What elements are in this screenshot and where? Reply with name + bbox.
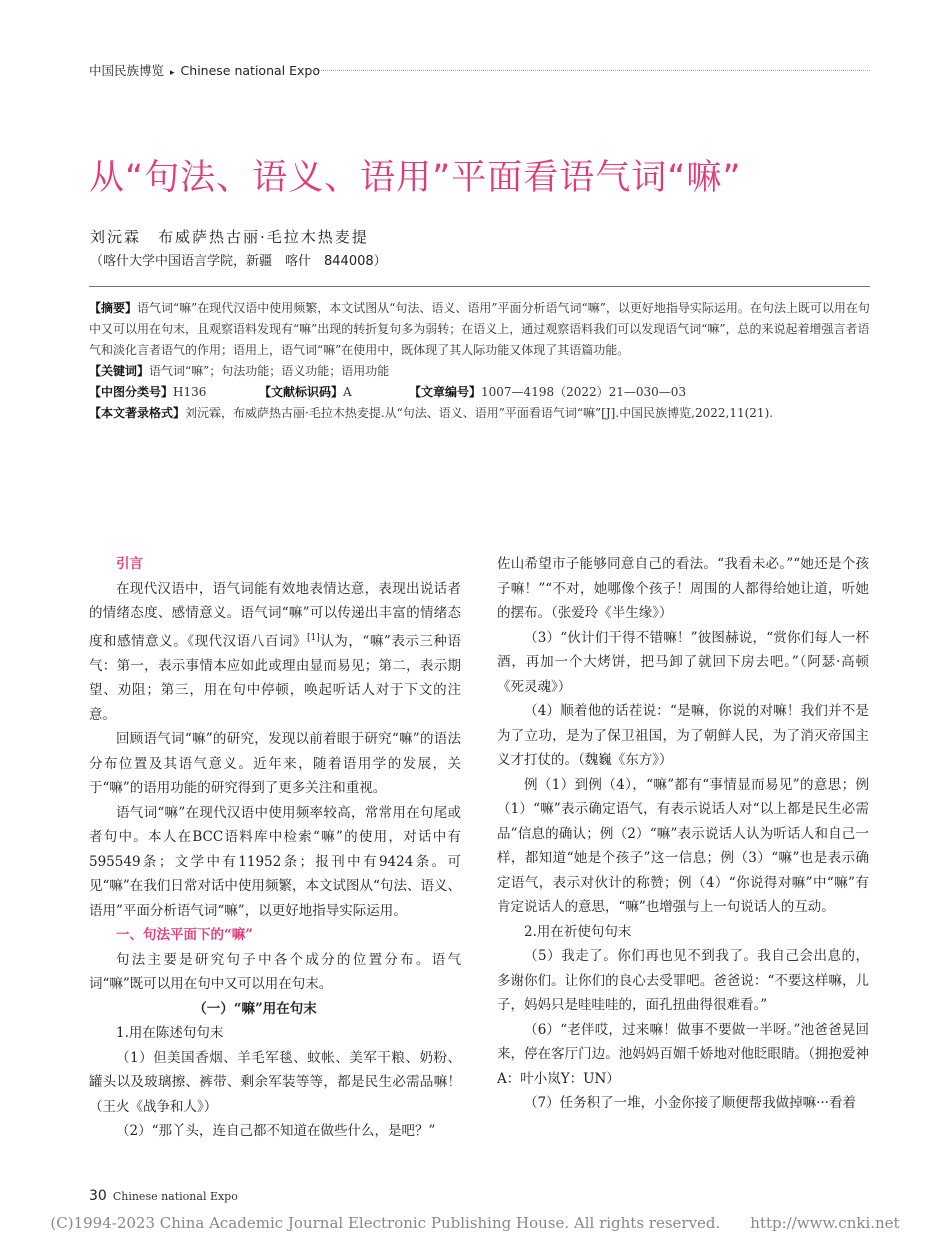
copyright-watermark: (C)1994-2023 China Academic Journal Electronic Publishing House. All rights reserved. http://www.cnki.net — [50, 1214, 900, 1232]
article-number-value: 1007—4198（2022）21—030—03 — [481, 385, 687, 399]
page-footer — [89, 1188, 238, 1204]
running-header — [89, 61, 320, 79]
example-sentence: （7）任务积了一堆，小金你接了顺便帮我做掉嘛···看着 — [524, 1095, 856, 1111]
journal-name-cn: 中国民族博览 — [89, 63, 165, 78]
keywords-label: 【关键词】 — [89, 364, 150, 378]
doc-code-value: A — [343, 385, 352, 399]
header-dotted-rule — [312, 70, 870, 71]
top-divider — [89, 286, 870, 287]
paragraph: 句法主要是研究句子中各个成分的位置分布。语气词“嘛”既可以用在句中又可以用在句末。 — [89, 951, 461, 992]
clc-label: 【中图分类号】 — [89, 385, 174, 399]
citation-label: 【本文著录格式】 — [89, 406, 186, 420]
keywords — [89, 361, 874, 382]
keywords-text: 语气词“嘛”；句法功能；语义功能；语用功能 — [149, 364, 390, 378]
author-list: 刘沅霖 布威萨热古丽·毛拉木热麦提 — [90, 228, 369, 246]
example-sentence: （6）“老伴哎，过来嘛！做事不要做一半呀。”池爸爸晃回来，停在客厅门边。池妈妈百媚千娇地对他眨眼睛。（拥抱爱神A：叶小岚Y：UN） — [497, 1021, 869, 1087]
author-affiliation: （喀什大学中国语言学院，新疆 喀什 844008） — [90, 254, 387, 269]
section-heading-1: 一、句法平面下的“嘛” — [116, 927, 254, 943]
example-sentence: （1）但美国香烟、羊毛军毯、蚊帐、美军干粮、奶粉、罐头以及玻璃擦、裤带、剩余军装等等，都是民生必需品嘛！（王火《战争和人》） — [89, 1049, 461, 1115]
footer-journal-name: Chinese national Expo — [112, 1190, 238, 1203]
paragraph: 语气词“嘛”在现代汉语中使用频率较高，常常用在句尾或者句中。本人在BCC语料库中检索“嘛”的使用，对话中有595549条；文学中有11952条；报刊中有9424条。可见“嘛”在我们日常对话中使用频繁，本文试图从“句法、语义、语用”平面分析语气词“嘛”，以更好地指导实际运用。 — [89, 804, 461, 919]
classification-row — [89, 382, 874, 403]
paragraph: 回顾语气词“嘛”的研究，发现以前着眼于研究“嘛”的语法分布位置及其语气意义。近年来，随着语用学的发展，关于“嘛”的语用功能的研究得到了更多关注和重视。 — [89, 731, 461, 796]
play-arrow-icon: ▸ — [170, 68, 175, 78]
section-heading-intro: 引言 — [116, 556, 143, 572]
example-sentence: （2）“那丫头，连自己都不知道在做些什么，是吧？” — [116, 1123, 436, 1139]
citation-format — [89, 403, 874, 424]
article-metadata — [89, 298, 874, 424]
example-sentence: （5）我走了。你们再也见不到我了。我自己会出息的，多谢你们。让你们的良心去受罪吧。爸爸说：“不要这样嘛，儿子，妈妈只是哇哇哇的，面孔扭曲得很难看。” — [497, 948, 869, 1013]
article-title: 从“句法、语义、语用”平面看语气词“嘛” — [89, 158, 742, 198]
sub-subsection-heading: 2.用在祈使句句末 — [524, 923, 632, 940]
subsection-heading: （一）“嘛”用在句末 — [193, 1000, 317, 1017]
abstract-label: 【摘要】 — [89, 301, 138, 315]
doc-code-label: 【文献标识码】 — [259, 385, 344, 399]
citation-ref: [1] — [306, 632, 320, 643]
paragraph-text: 在现代汉语中，语气词能有效地表情达意，表现出说话者的情绪态度、感情意义。语气词“嘛”可以传递出丰富的情绪态度和感情意义。《现代汉语八百词》 — [89, 580, 461, 649]
page-number: 30 — [89, 1188, 107, 1204]
abstract-text: 语气词“嘛”在现代汉语中使用频繁，本文试图从“句法、语义、语用”平面分析语气词“嘛”，以更好地指导实际运用。在句法上既可以用在句中又可以用在句末，且观察语料发现有“嘛”出现的转折复句多为弱转；在语义上，通过观察语料我们可以发现语气词“嘛”，总的来说起着增强言者语气和淡化言者语气的作用；语用上，语气词“嘛”在使用中，既体现了其人际功能又体现了其语篇功能。 — [89, 301, 870, 357]
article-number-label: 【文章编号】 — [409, 385, 482, 399]
paragraph: 例（1）到例（4），“嘛”都有“事情显而易见”的意思；例（1）“嘛”表示确定语气，有表示说话人对“以上都是民生必需品”信息的确认；例（2）“嘛”表示说话人认为听话人和自己一样，都知道“她是个孩子”这一信息；例（3）“嘛”也是表示确定语气，表示对伙计的称赞；例（4）“你说得对嘛”中“嘛”有肯定说话人的意思，“嘛”也增强与上一句说话人的互动。 — [497, 776, 869, 915]
paragraph-text: 认为，“嘛”表示三种语气：第一，表示事情本应如此或理由显而易见；第二，表示期望、劝阻；第三，用在句中停顿，唤起听话人对于下文的注意。 — [89, 633, 461, 723]
abstract — [89, 298, 874, 361]
clc-value: H136 — [173, 385, 207, 399]
example-sentence: （3）“伙计们干得不错嘛！”彼图赫说，“赏你们每人一杯酒，再加一个大烤饼，把马卸了就回下房去吧。”（阿瑟·高顿《死灵魂》） — [497, 629, 869, 695]
citation-text: 刘沅霖，布威萨热古丽·毛拉木热麦提.从“句法、语义、语用”平面看语气词“嘛”[J].中国民族博览,2022,11(21). — [185, 406, 774, 420]
sub-subsection-heading: 1.用在陈述句句末 — [116, 1025, 224, 1041]
example-sentence: （4）顺着他的话茬说：“是嘛，你说的对嘛！我们并不是为了立功，是为了保卫祖国，为了朝鲜人民，为了消灭帝国主义才打仗的。（魏巍《东方》） — [497, 703, 869, 768]
journal-name-en: Chinese national Expo — [180, 63, 320, 78]
body-column-left — [89, 552, 461, 1144]
paragraph: 佐山希望市子能够同意自己的看法。“我看未必。”“她还是个孩子嘛！”“不对，她哪像个孩子！周围的人都得给她让道，听她的摆布。（张爱玲《半生缘》） — [497, 556, 869, 621]
paragraph — [89, 577, 461, 728]
body-column-right — [497, 552, 869, 1116]
